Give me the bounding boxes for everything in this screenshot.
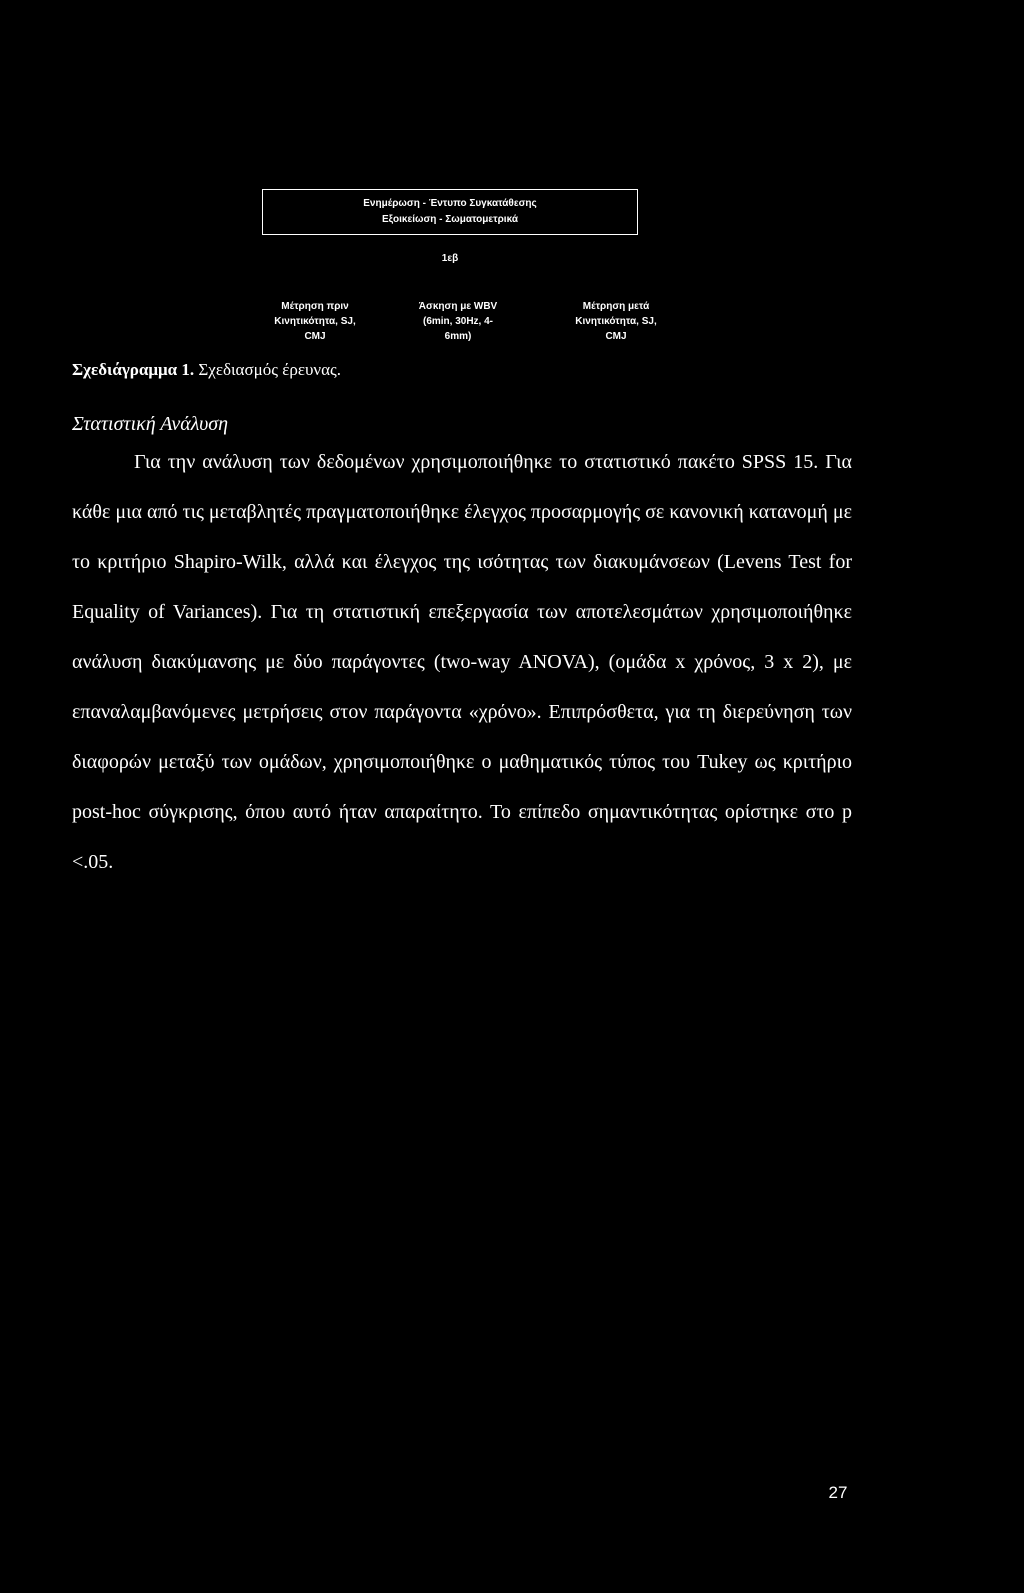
step1-line-3: CMJ [304,331,326,342]
diagram-header-box [262,189,638,235]
step2-line-1: Άσκηση με WBV [418,301,498,312]
diagram-group-label: 1εβ [441,253,459,264]
page-number: 27 [828,1483,848,1502]
diagram-step-wbv-exercise [400,299,516,344]
section-heading: Στατιστική Ανάλυση [72,413,229,435]
step2-line-3: 6mm) [444,331,472,342]
caption-text: Σχεδιασμός έρευνας. [198,360,341,379]
step3-line-2: Κινητικότητα, SJ, [575,316,657,327]
body-paragraph: Για την ανάλυση των δεδομένων χρησιμοποιήθηκε το στατιστικό πακέτο SPSS 15. Για κάθε μια από τις μεταβλητές πραγματοποιήθηκε έλεγχος προσαρμογής σε κανονική κατανομή με το κριτήριο Shapiro-Wilk, αλλά και έλεγχος της ισότητας των διακυμάνσεων (Levens Test for Equality of Variances). Για τη στατιστική επεξεργασία των αποτελεσμάτων χρησιμοποιήθηκε ανάλυση διακύμανσης με δύο παράγοντες (two-way ANOVA), (ομάδα x χρόνος, 3 x 2), με επαναλαμβανόμενες μετρήσεις στον παράγοντα «χρόνο». Επιπρόσθετα, για τη διερεύνηση των διαφορών μεταξύ των ομάδων, χρησιμοποιήθηκε ο μαθηματικός τύπος του Tukey ως κριτήριο post-hoc σύγκρισης, όπου αυτό ήταν απαραίτητο. Το επίπεδο σημαντικότητας ορίστηκε στο p <.05. [72,451,852,873]
step1-line-2: Κινητικότητα, SJ, [274,316,356,327]
figure-caption [72,360,341,380]
diagram-box-line-1: Ενημέρωση - Έντυπο Συγκατάθεσης [363,198,537,209]
step2-line-2: (6min, 30Hz, 4- [422,316,494,327]
step3-line-1: Μέτρηση μετά [582,301,650,312]
diagram-step-post-measurement [546,299,686,344]
caption-label: Σχεδιάγραμμα 1. [72,360,195,379]
step3-line-3: CMJ [605,331,627,342]
step1-line-1: Μέτρηση πριν [281,301,349,312]
diagram-box-line-2: Εξοικείωση - Σωματομετρικά [382,214,518,225]
diagram-step-pre-measurement [250,299,380,344]
